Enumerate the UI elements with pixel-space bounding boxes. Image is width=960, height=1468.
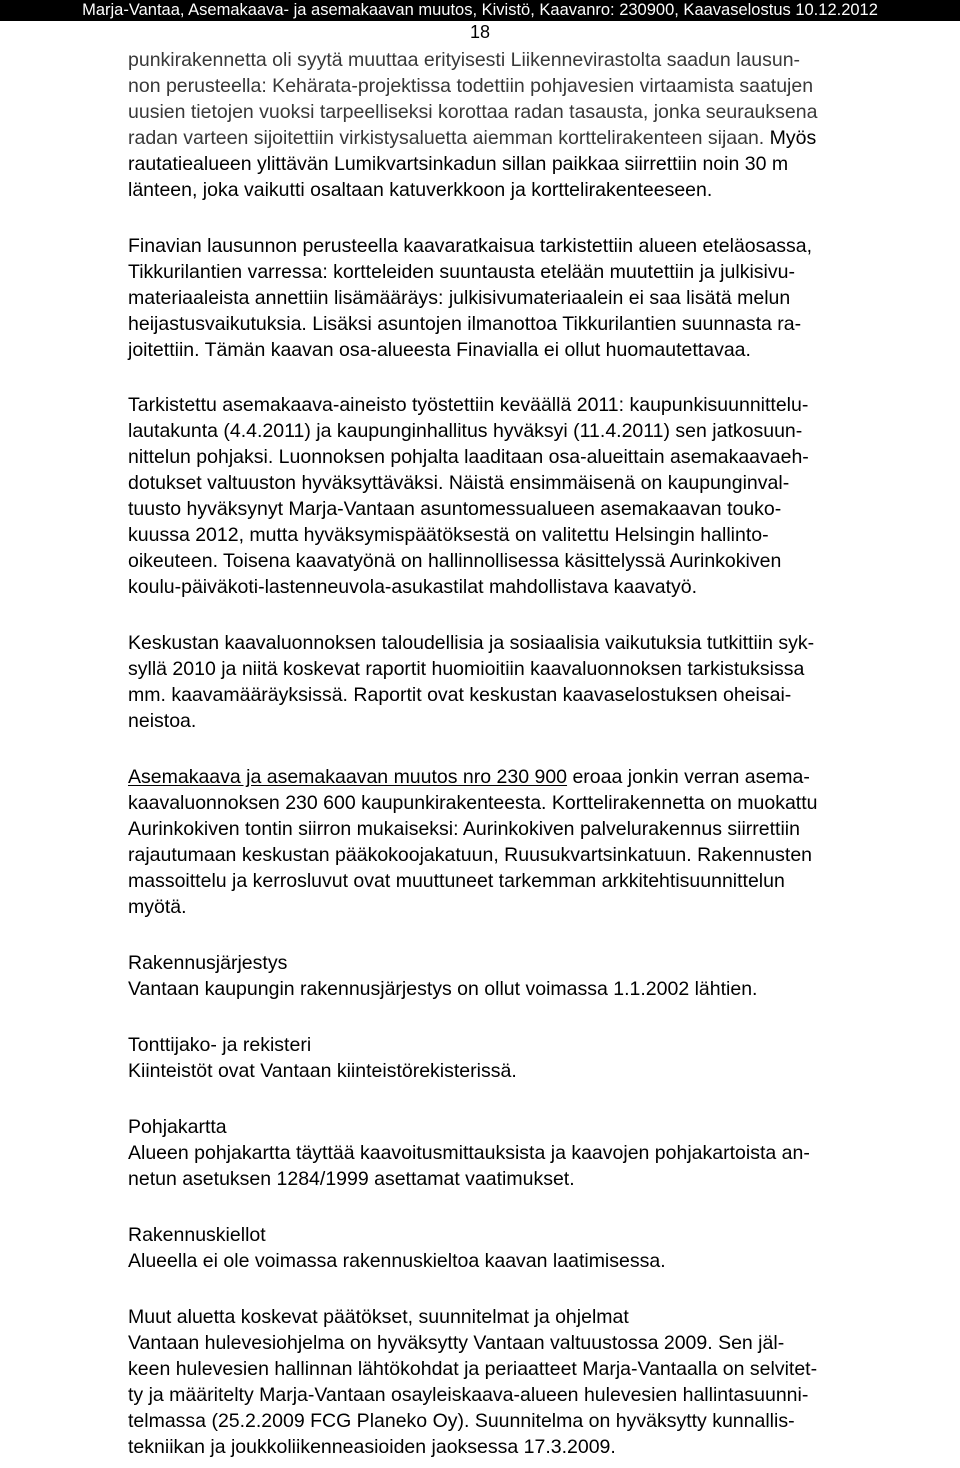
section-text: Vantaan kaupungin rakennusjärjestys on ollut voimassa 1.1.2002 lähtien. xyxy=(128,978,758,1000)
section-text: keen hulevesien hallinnan lähtökohdat ja periaatteet Marja-Vantaalla on selvitet- xyxy=(128,1358,818,1380)
paragraph-line: neistoa. xyxy=(128,710,197,732)
section-heading: Tonttijako- ja rekisteri xyxy=(128,1034,312,1056)
section-text: Alueella ei ole voimassa rakennuskieltoa kaavan laatimisessa. xyxy=(128,1250,666,1272)
paragraph-line: dotukset valtuuston hyväksyttäväksi. Näistä ensimmäisenä on kaupunginval- xyxy=(128,472,790,494)
paragraph-line: massoittelu ja kerrosluvut ovat muuttuneet tarkemman arkkitehtisuunnittelun xyxy=(128,870,785,892)
section-text: ty ja määritelty Marja-Vantaan osayleiskaava-alueen hulevesien hallintasuunni- xyxy=(128,1384,809,1406)
paragraph-text: radan varteen sijoitettiin virkistysaluetta aiemman korttelirakenteen sijaan. xyxy=(128,127,765,149)
paragraph-line: länteen, joka vaikutti osaltaan katuverkkoon ja korttelirakenteeseen. xyxy=(128,179,713,201)
paragraph-line: heijastusvaikutuksia. Lisäksi asuntojen ilmanottoa Tikkurilantien suunnasta ra- xyxy=(128,313,802,335)
paragraph-line: tuusto hyväksynyt Marja-Vantaan asuntomessualueen asemakaavan touko- xyxy=(128,498,782,520)
paragraph-line xyxy=(128,125,816,151)
paragraph-line: uusien tietojen vuoksi tarpeelliseksi korottaa radan tasausta, jonka seurauksena xyxy=(128,101,818,123)
paragraph-line: materiaaleista annettiin lisämääräys: julkisivumateriaalein ei saa lisätä melun xyxy=(128,287,791,309)
paragraph-line: kaavaluonnoksen 230 600 kaupunkirakenteesta. Korttelirakennetta on muokattu xyxy=(128,792,818,814)
section-text: Vantaan hulevesiohjelma on hyväksytty Vantaan valtuustossa 2009. Sen jäl- xyxy=(128,1332,785,1354)
section-heading: Rakennusjärjestys xyxy=(128,952,288,974)
section-text: Kiinteistöt ovat Vantaan kiinteistörekisterissä. xyxy=(128,1060,517,1082)
paragraph-line: oikeuteen. Toisena kaavatyönä on hallinnollisessa käsittelyssä Aurinkokiven xyxy=(128,550,782,572)
section-text: tekniikan ja joukkoliikenneasioiden jaoksessa 17.3.2009. xyxy=(128,1436,616,1458)
section-text: telmassa (25.2.2009 FCG Planeko Oy). Suunnitelma on hyväksytty kunnallis- xyxy=(128,1410,795,1432)
document-header-title: Marja-Vantaa, Asemakaava- ja asemakaavan muutos, Kivistö, Kaavanro: 230900, Kaavaselostus 10.12.2012 xyxy=(82,1,878,19)
paragraph-line: non perusteella: Kehärata-projektissa todettiin pohjavesien virtaamista saatujen xyxy=(128,75,814,97)
paragraph-text: eroaa jonkin verran asema- xyxy=(567,766,810,788)
paragraph-line: myötä. xyxy=(128,896,187,918)
section-heading: Pohjakartta xyxy=(128,1116,227,1138)
paragraph-line: Aurinkokiven tontin siirron mukaiseksi: Aurinkokiven palvelurakennus siirrettiin xyxy=(128,818,800,840)
paragraph-line: rautatiealueen ylittävän Lumikvartsinkadun sillan paikkaa siirrettiin noin 30 m xyxy=(128,153,789,175)
section-text: netun asetuksen 1284/1999 asettamat vaatimukset. xyxy=(128,1168,575,1190)
paragraph-line: mm. kaavamääräyksissä. Raportit ovat keskustan kaavaselostuksen oheisai- xyxy=(128,684,792,706)
paragraph-line: lautakunta (4.4.2011) ja kaupunginhallitus hyväksyi (11.4.2011) sen jatkosuun- xyxy=(128,420,803,442)
section-heading: Muut aluetta koskevat päätökset, suunnitelmat ja ohjelmat xyxy=(128,1306,629,1328)
paragraph-text: Myös xyxy=(769,127,817,149)
paragraph-line: Finavian lausunnon perusteella kaavaratkaisua tarkistettiin alueen eteläosassa, xyxy=(128,235,813,257)
plan-reference-underlined: Asemakaava ja asemakaavan muutos nro 230 900 xyxy=(128,766,568,788)
paragraph-line xyxy=(128,764,810,790)
paragraph-line: joitettiin. Tämän kaavan osa-alueesta Finavialla ei ollut huomautettavaa. xyxy=(128,339,751,361)
paragraph-line: Tikkurilantien varressa: kortteleiden suuntausta etelään muutettiin ja julkisivu- xyxy=(128,261,795,283)
paragraph-line: kuussa 2012, mutta hyväksymispäätöksestä on valitettu Helsingin hallinto- xyxy=(128,524,769,546)
page-number: 18 xyxy=(469,22,491,42)
paragraph-line: rajautumaan keskustan pääkokoojakatuun, Ruusukvartsinkatuun. Rakennusten xyxy=(128,844,813,866)
paragraph-line: koulu-päiväkoti-lastenneuvola-asukastilat mahdollistava kaavatyö. xyxy=(128,576,698,598)
section-text: Alueen pohjakartta täyttää kaavoitusmittauksista ja kaavojen pohjakartoista an- xyxy=(128,1142,810,1164)
paragraph-line: syllä 2010 ja niitä koskevat raportit huomioitiin kaavaluonnoksen tarkistuksissa xyxy=(128,658,805,680)
paragraph-line: Tarkistettu asemakaava-aineisto työstettiin keväällä 2011: kaupunkisuunnittelu- xyxy=(128,394,809,416)
paragraph-line: punkirakennetta oli syytä muuttaa erityisesti Liikennevirastolta saadun lausun- xyxy=(128,49,801,71)
paragraph-line: Keskustan kaavaluonnoksen taloudellisia ja sosiaalisia vaikutuksia tutkittiin syk- xyxy=(128,632,815,654)
section-heading: Rakennuskiellot xyxy=(128,1224,266,1246)
paragraph-line: nittelun pohjaksi. Luonnoksen pohjalta laaditaan osa-alueittain asemakaavaeh- xyxy=(128,446,809,468)
